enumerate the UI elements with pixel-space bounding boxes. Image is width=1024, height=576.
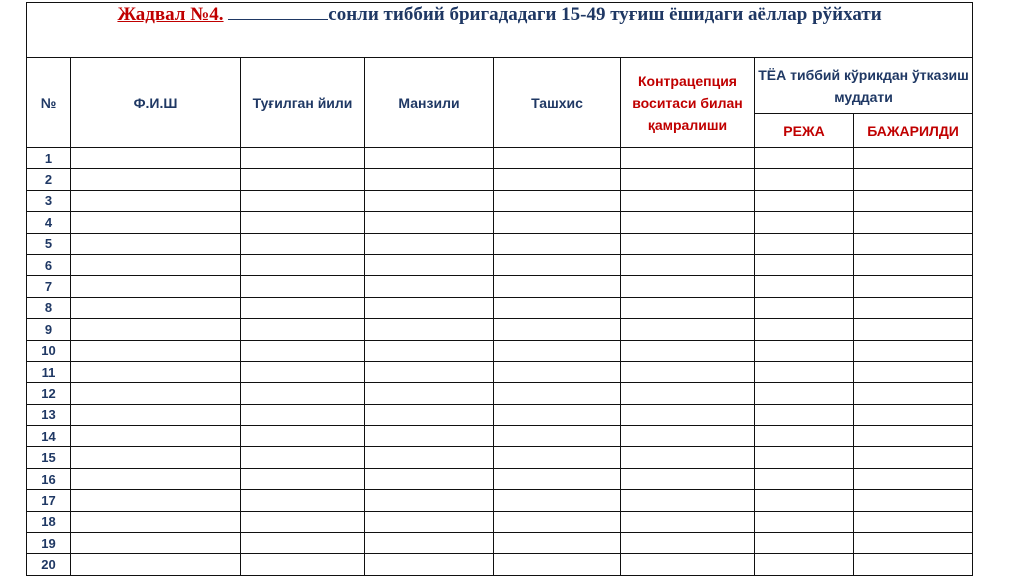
address-cell — [365, 233, 494, 254]
planned-cell — [755, 148, 854, 169]
address-cell — [365, 468, 494, 489]
diagnosis-cell — [494, 169, 621, 190]
row-number: 19 — [27, 533, 71, 554]
table-row — [27, 148, 973, 169]
fullname-cell — [71, 297, 241, 318]
row-number: 1 — [27, 148, 71, 169]
birth-year-cell — [241, 233, 365, 254]
done-cell — [854, 511, 973, 532]
birth-year-cell — [241, 404, 365, 425]
address-cell — [365, 490, 494, 511]
diagnosis-cell — [494, 404, 621, 425]
row-number: 14 — [27, 426, 71, 447]
planned-cell — [755, 468, 854, 489]
done-cell — [854, 319, 973, 340]
done-cell — [854, 554, 973, 576]
table-row — [27, 254, 973, 275]
contraception-cell — [621, 276, 755, 297]
address-cell — [365, 276, 494, 297]
address-cell — [365, 190, 494, 211]
diagnosis-cell — [494, 383, 621, 404]
birth-year-cell — [241, 533, 365, 554]
table-row — [27, 233, 973, 254]
done-cell — [854, 190, 973, 211]
table-row — [27, 340, 973, 361]
row-number: 20 — [27, 554, 71, 576]
table-row — [27, 212, 973, 233]
contraception-cell — [621, 340, 755, 361]
planned-cell — [755, 169, 854, 190]
planned-cell — [755, 340, 854, 361]
done-cell — [854, 233, 973, 254]
birth-year-cell — [241, 190, 365, 211]
address-cell — [365, 533, 494, 554]
fullname-cell — [71, 404, 241, 425]
row-number: 6 — [27, 254, 71, 275]
table-row — [27, 533, 973, 554]
fullname-cell — [71, 212, 241, 233]
row-number: 5 — [27, 233, 71, 254]
planned-cell — [755, 361, 854, 382]
birth-year-cell — [241, 254, 365, 275]
address-cell — [365, 254, 494, 275]
contraception-cell — [621, 404, 755, 425]
diagnosis-cell — [494, 468, 621, 489]
fullname-cell — [71, 319, 241, 340]
planned-cell — [755, 190, 854, 211]
row-number: 18 — [27, 511, 71, 532]
contraception-cell — [621, 533, 755, 554]
contraception-cell — [621, 468, 755, 489]
planned-cell — [755, 447, 854, 468]
contraception-cell — [621, 319, 755, 340]
address-cell — [365, 447, 494, 468]
column-header-number: № — [27, 58, 71, 148]
fullname-cell — [71, 148, 241, 169]
birth-year-cell — [241, 554, 365, 576]
column-header-fullname: Ф.И.Ш — [71, 58, 241, 148]
table-row — [27, 383, 973, 404]
done-cell — [854, 212, 973, 233]
address-cell — [365, 340, 494, 361]
fullname-cell — [71, 254, 241, 275]
contraception-cell — [621, 511, 755, 532]
address-cell — [365, 361, 494, 382]
done-cell — [854, 254, 973, 275]
table-row — [27, 426, 973, 447]
fullname-cell — [71, 340, 241, 361]
row-number: 17 — [27, 490, 71, 511]
table-row — [27, 468, 973, 489]
table-row — [27, 297, 973, 318]
contraception-cell — [621, 212, 755, 233]
table-row — [27, 361, 973, 382]
planned-cell — [755, 254, 854, 275]
planned-cell — [755, 404, 854, 425]
address-cell — [365, 297, 494, 318]
birth-year-cell — [241, 276, 365, 297]
planned-cell — [755, 297, 854, 318]
fullname-cell — [71, 383, 241, 404]
row-number: 7 — [27, 276, 71, 297]
fullname-cell — [71, 468, 241, 489]
planned-cell — [755, 426, 854, 447]
table-number-label: Жадвал №4. — [117, 4, 224, 25]
address-cell — [365, 554, 494, 576]
column-header-planned: РЕЖА — [755, 114, 854, 148]
contraception-cell — [621, 447, 755, 468]
brigade-number-blank — [228, 3, 328, 20]
planned-cell — [755, 490, 854, 511]
table-title-text: сонли тиббий бригададаги 15-49 туғиш ёшидаги аёллар рўйхати — [328, 4, 882, 25]
table-row — [27, 190, 973, 211]
planned-cell — [755, 511, 854, 532]
fullname-cell — [71, 233, 241, 254]
contraception-cell — [621, 426, 755, 447]
table-row — [27, 511, 973, 532]
diagnosis-cell — [494, 254, 621, 275]
column-header-contraception: Контрацепция воситаси билан қамралиши — [621, 58, 755, 148]
row-number: 16 — [27, 468, 71, 489]
diagnosis-cell — [494, 233, 621, 254]
fullname-cell — [71, 426, 241, 447]
table-row — [27, 319, 973, 340]
planned-cell — [755, 554, 854, 576]
address-cell — [365, 212, 494, 233]
done-cell — [854, 148, 973, 169]
done-cell — [854, 426, 973, 447]
contraception-cell — [621, 361, 755, 382]
diagnosis-cell — [494, 361, 621, 382]
diagnosis-cell — [494, 490, 621, 511]
address-cell — [365, 404, 494, 425]
row-number: 15 — [27, 447, 71, 468]
planned-cell — [755, 319, 854, 340]
done-cell — [854, 361, 973, 382]
fullname-cell — [71, 490, 241, 511]
birth-year-cell — [241, 297, 365, 318]
fullname-cell — [71, 361, 241, 382]
fullname-cell — [71, 190, 241, 211]
row-number: 4 — [27, 212, 71, 233]
column-header-address: Манзили — [365, 58, 494, 148]
column-header-diagnosis: Ташхис — [494, 58, 621, 148]
fullname-cell — [71, 533, 241, 554]
birth-year-cell — [241, 212, 365, 233]
diagnosis-cell — [494, 426, 621, 447]
row-number: 11 — [27, 361, 71, 382]
row-number: 2 — [27, 169, 71, 190]
table-row — [27, 276, 973, 297]
table-row — [27, 169, 973, 190]
fullname-cell — [71, 511, 241, 532]
diagnosis-cell — [494, 276, 621, 297]
row-number: 13 — [27, 404, 71, 425]
address-cell — [365, 169, 494, 190]
diagnosis-cell — [494, 340, 621, 361]
birth-year-cell — [241, 319, 365, 340]
birth-year-cell — [241, 383, 365, 404]
done-cell — [854, 404, 973, 425]
done-cell — [854, 383, 973, 404]
diagnosis-cell — [494, 212, 621, 233]
contraception-cell — [621, 297, 755, 318]
birth-year-cell — [241, 169, 365, 190]
done-cell — [854, 447, 973, 468]
fullname-cell — [71, 554, 241, 576]
diagnosis-cell — [494, 297, 621, 318]
diagnosis-cell — [494, 511, 621, 532]
contraception-cell — [621, 254, 755, 275]
column-header-birth-year: Туғилган йили — [241, 58, 365, 148]
done-cell — [854, 297, 973, 318]
planned-cell — [755, 533, 854, 554]
done-cell — [854, 340, 973, 361]
diagnosis-cell — [494, 447, 621, 468]
contraception-cell — [621, 383, 755, 404]
address-cell — [365, 426, 494, 447]
planned-cell — [755, 383, 854, 404]
row-number: 10 — [27, 340, 71, 361]
done-cell — [854, 533, 973, 554]
contraception-cell — [621, 190, 755, 211]
done-cell — [854, 169, 973, 190]
table-body — [27, 148, 973, 576]
birth-year-cell — [241, 361, 365, 382]
diagnosis-cell — [494, 533, 621, 554]
birth-year-cell — [241, 340, 365, 361]
fullname-cell — [71, 447, 241, 468]
table-row — [27, 404, 973, 425]
birth-year-cell — [241, 468, 365, 489]
contraception-cell — [621, 554, 755, 576]
address-cell — [365, 511, 494, 532]
planned-cell — [755, 233, 854, 254]
row-number: 9 — [27, 319, 71, 340]
column-header-done: БАЖАРИЛДИ — [854, 114, 973, 148]
table-row — [27, 490, 973, 511]
column-header-checkup: ТЁА тиббий кўрикдан ўтказиш муддати — [755, 58, 973, 114]
done-cell — [854, 276, 973, 297]
diagnosis-cell — [494, 319, 621, 340]
birth-year-cell — [241, 447, 365, 468]
address-cell — [365, 148, 494, 169]
row-number: 8 — [27, 297, 71, 318]
birth-year-cell — [241, 148, 365, 169]
women-register-table — [26, 2, 973, 576]
birth-year-cell — [241, 426, 365, 447]
fullname-cell — [71, 169, 241, 190]
diagnosis-cell — [494, 148, 621, 169]
row-number: 3 — [27, 190, 71, 211]
fullname-cell — [71, 276, 241, 297]
address-cell — [365, 319, 494, 340]
done-cell — [854, 468, 973, 489]
contraception-cell — [621, 233, 755, 254]
done-cell — [854, 490, 973, 511]
contraception-cell — [621, 169, 755, 190]
table-title — [27, 3, 973, 58]
table-row — [27, 447, 973, 468]
table-row — [27, 554, 973, 576]
address-cell — [365, 383, 494, 404]
diagnosis-cell — [494, 554, 621, 576]
planned-cell — [755, 212, 854, 233]
planned-cell — [755, 276, 854, 297]
birth-year-cell — [241, 490, 365, 511]
birth-year-cell — [241, 511, 365, 532]
contraception-cell — [621, 490, 755, 511]
diagnosis-cell — [494, 190, 621, 211]
row-number: 12 — [27, 383, 71, 404]
contraception-cell — [621, 148, 755, 169]
